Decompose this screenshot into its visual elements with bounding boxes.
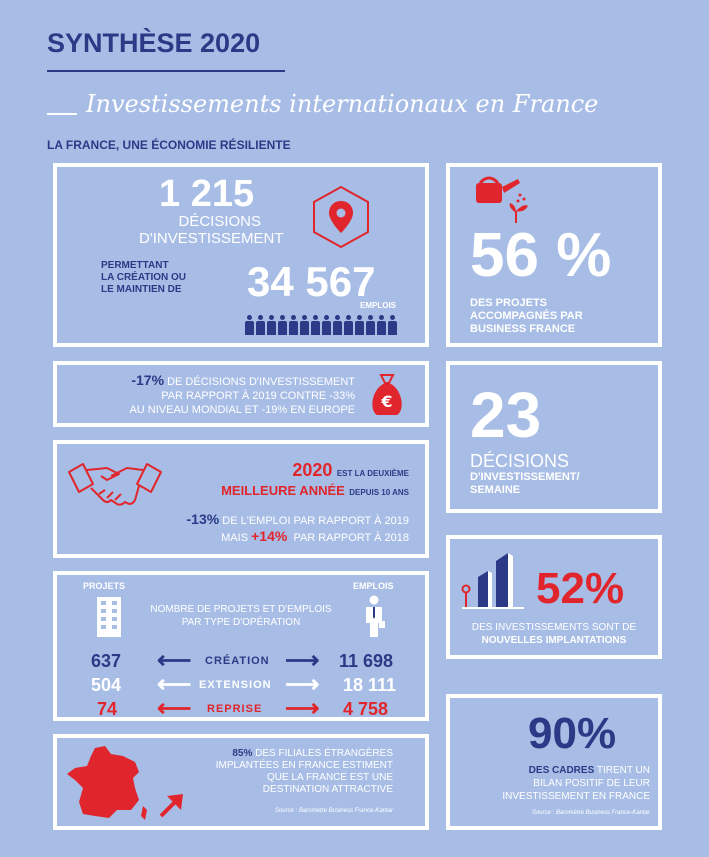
money-bag-euro-icon (365, 371, 409, 419)
businessman-icon (363, 595, 385, 639)
row-extension-emplois: 18 111 (343, 675, 397, 695)
implantations-number: 52% (536, 564, 625, 613)
attractivite-pct: 85% (232, 748, 253, 759)
emploi-rest: DE L'EMPLOI PAR RAPPORT À 2019 (222, 515, 409, 527)
row-reprise-label: REPRISE (207, 703, 263, 715)
person-icon (267, 315, 276, 335)
people-icons (245, 315, 399, 340)
arrow-up-right-icon (157, 792, 187, 820)
person-icon (322, 315, 331, 335)
arrow-left-icon: ⟵ (157, 695, 192, 722)
meilleure-annee-rest: DEPUIS 10 ANS (349, 488, 409, 497)
par-semaine-number: 23 (470, 379, 542, 451)
operations-description-line1: NOMBRE DE PROJETS ET D'EMPLOIS (150, 604, 332, 615)
baisse-line2: PAR RAPPORT À 2019 CONTRE -33% (161, 390, 355, 402)
projets-label: PROJETS (83, 581, 126, 591)
title-underline (47, 70, 285, 72)
operations-box (53, 571, 429, 721)
baisse-line1: DE DÉCISIONS D'INVESTISSEMENT (164, 376, 355, 388)
france-map-icon (65, 744, 149, 826)
baisse-line3: AU NIVEAU MONDIAL ET -19% EN EUROPE (129, 404, 355, 416)
plus-rest: PAR RAPPORT À 2018 (293, 532, 409, 544)
person-icon (289, 315, 298, 335)
row-creation-projets: 637 (91, 651, 122, 671)
person-icon (300, 315, 309, 335)
cadres-line1: TIRENT UN (594, 765, 650, 776)
subtitle-dash (47, 113, 77, 115)
par-semaine-box (446, 361, 662, 513)
person-icon (377, 315, 386, 335)
baisse-box (53, 361, 429, 427)
permettant-line3: LE MAINTIEN DE (101, 284, 182, 295)
permettant-text (101, 260, 186, 296)
emploi-pct: -13% (186, 511, 220, 527)
decisions-box (53, 163, 429, 347)
row-extension-label: EXTENSION (199, 679, 272, 691)
attractivite-source: Source : Baromètre Business France-Kantar (274, 808, 393, 814)
emplois-label: EMPLOIS (360, 301, 397, 310)
baisse-text (77, 373, 355, 417)
page-subtitle: Investissements internationaux en France (86, 90, 599, 118)
year-highlight: 2020 (292, 460, 333, 480)
plus-pct: +14% (251, 528, 288, 544)
cadres-number: 90% (528, 709, 617, 758)
decisions-line2: D'INVESTISSEMENT (139, 230, 284, 247)
par-semaine-line3: SEMAINE (470, 484, 521, 496)
buildings-icon (458, 549, 528, 611)
cadres-bold: DES CADRES (528, 765, 595, 776)
permettant-line2: LA CRÉATION OU (101, 272, 186, 283)
decisions-number: 1 215 (159, 173, 255, 215)
par-semaine-text (470, 471, 580, 497)
watering-can-icon (472, 173, 534, 225)
attractivite-line3: QUE LA FRANCE EST UNE (267, 772, 393, 783)
implantations-line1: DES INVESTISSEMENTS SONT DE (471, 622, 637, 633)
map-pin-icon (310, 185, 372, 249)
meilleure-annee-box (53, 440, 429, 558)
cadres-line2: BILAN POSITIF DE LEUR (533, 778, 650, 789)
person-icon (311, 315, 320, 335)
operations-description-line2: PAR TYPE D'OPÉRATION (181, 617, 301, 628)
attractivite-text (177, 748, 393, 796)
cadres-box (446, 694, 662, 830)
arrow-right-icon: ⟶ (285, 671, 320, 698)
par-semaine-line2: D'INVESTISSEMENT/ (470, 471, 580, 483)
row-extension-projets: 504 (91, 675, 122, 695)
implantations-text (450, 621, 658, 647)
page-title: SYNTHÈSE 2020 (47, 28, 261, 58)
projets-accompagnes-line2: ACCOMPAGNÉS PAR (470, 310, 583, 322)
arrow-left-icon: ⟵ (157, 671, 192, 698)
baisse-highlight: -17% (131, 372, 165, 388)
row-creation-label: CRÉATION (205, 655, 270, 667)
emplois-col-label: EMPLOIS (353, 581, 394, 591)
decisions-label (139, 213, 284, 247)
projets-accompagnes-box (446, 163, 662, 347)
person-icon (344, 315, 353, 335)
projets-accompagnes-text (470, 297, 583, 336)
projets-accompagnes-number: 56 % (470, 221, 612, 290)
row-reprise-projets: 74 (97, 699, 118, 719)
emploi-text (117, 512, 409, 545)
projets-accompagnes-line3: BUSINESS FRANCE (470, 323, 576, 335)
permettant-line1: PERMETTANT (101, 260, 169, 271)
person-icon (388, 315, 397, 335)
cadres-line3: INVESTISSEMENT EN FRANCE (502, 791, 650, 802)
operations-description (127, 603, 355, 629)
person-icon (333, 315, 342, 335)
attractivite-line4: DESTINATION ATTRACTIVE (262, 784, 393, 795)
cadres-text (456, 764, 650, 803)
office-building-icon (95, 595, 123, 637)
decisions-line1: DÉCISIONS (178, 213, 261, 230)
person-icon (245, 315, 254, 335)
implantations-line2: NOUVELLES IMPLANTATIONS (481, 635, 627, 646)
meilleure-annee-highlight: MEILLEURE ANNÉE (221, 483, 345, 498)
par-semaine-line1: DÉCISIONS (470, 451, 570, 471)
attractivite-line1: DES FILIALES ÉTRANGÈRES (252, 748, 393, 759)
handshake-icon (67, 458, 163, 510)
row-creation-emplois: 11 698 (339, 651, 394, 671)
emplois-number: 34 567 (247, 258, 376, 305)
row-reprise-emplois: 4 758 (343, 699, 389, 719)
year-rest: EST LA DEUXIÈME (336, 469, 409, 478)
person-icon (366, 315, 375, 335)
svg-text:€: € (381, 392, 393, 411)
arrow-right-icon: ⟶ (285, 647, 320, 674)
person-icon (278, 315, 287, 335)
attractivite-line2: IMPLANTÉES EN FRANCE ESTIMENT (215, 760, 393, 771)
arrow-right-icon: ⟶ (285, 695, 320, 722)
cadres-source: Source : Baromètre Business France-Kantar (531, 810, 650, 816)
implantations-box (446, 535, 662, 659)
projets-accompagnes-line1: DES PROJETS (470, 297, 548, 309)
person-icon (355, 315, 364, 335)
section-heading: LA FRANCE, UNE ÉCONOMIE RÉSILIENTE (47, 138, 291, 152)
attractivite-box (53, 734, 429, 830)
meilleure-annee-text (167, 460, 409, 500)
mais-text: MAIS (221, 532, 249, 544)
arrow-left-icon: ⟵ (157, 647, 192, 674)
person-icon (256, 315, 265, 335)
